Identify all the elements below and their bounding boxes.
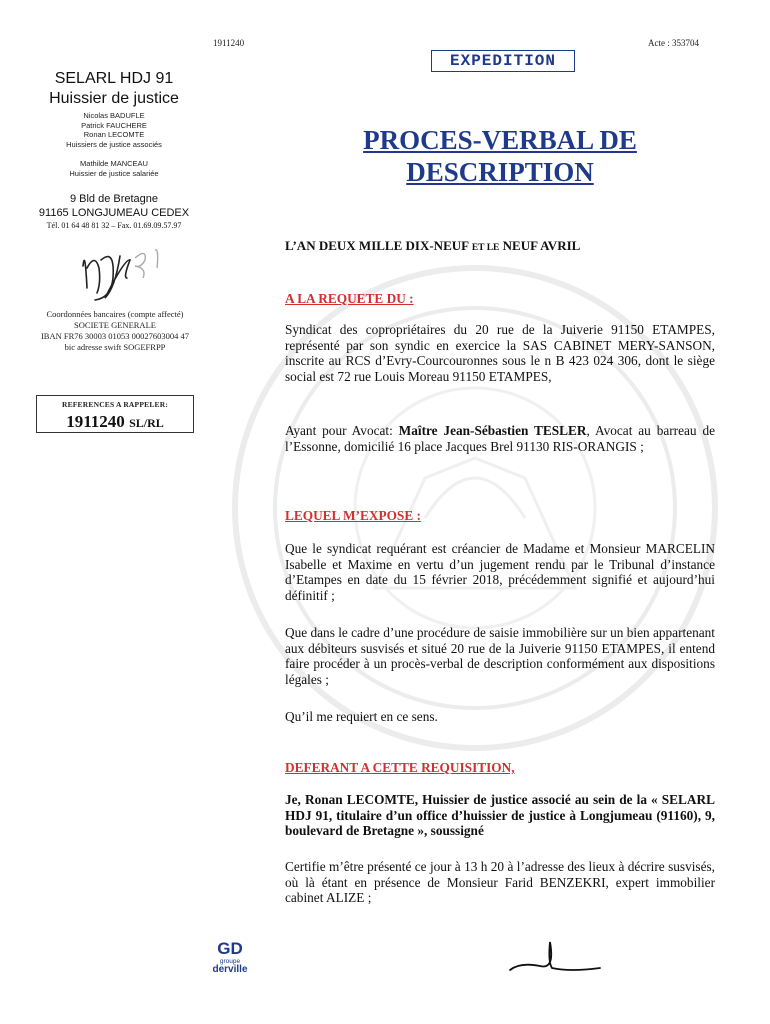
date-connector: ET LE [471,243,500,253]
references-label: REFERENCES A RAPPELER: [61,400,169,409]
expose-paragraph-1: Que le syndicat requérant est créancier de Madame et Monsieur MARCELIN Isabelle et Maxime en vertu d’un jugement rendu par le Tribunal d’instance d’Etampes en date du 15 février 2018, précédemment signifié et aujourd’hui définitif ; [285,541,715,603]
document-title-line1: PROCES-VERBAL DE [363,125,637,155]
references-number [36,412,194,432]
partner-1: Nicolas BADUFLE [83,111,145,120]
employee-title: Huissier de justice salariée [69,169,159,178]
expose-paragraph-2: Que dans le cadre d’une procédure de saisie immobilière sur un bien appartenant aux débiteurs susvisés et situé 20 rue de la Juiverie 91150 ETAMPES, il entend faire procéder à un procès-verbal de description conformément aux dispositions légales ; [285,625,715,687]
expose-heading: LEQUEL M’EXPOSE : [285,508,421,523]
firm-address-line2: 91165 LONGJUMEAU CEDEX [38,207,190,219]
firm-role: Huissier de justice [49,90,179,107]
deferant-heading: DEFERANT A CETTE REQUISITION, [285,760,515,775]
logo-line1: groupe [219,958,241,965]
groupe-derville-logo [205,940,255,975]
avocat-paragraph [285,423,715,454]
firm-signature-mark [75,238,185,308]
firm-address-line1: 9 Bld de Bretagne [69,193,159,205]
reference-suffix: SL/RL [129,416,164,430]
avocat-suffix: , Avocat au barreau de l’Essonne, domicilié 16 place Jacques Brel 91130 RIS-ORANGIS ; [285,423,715,454]
huissier-statement: Je, Ronan LECOMTE, Huissier de justice associé au sein de la « SELARL HDJ 91, titulaire d’un office d’huissier de justice à Longjumeau (91160), 9, boulevard de Bretagne », soussigné [285,792,715,839]
avocat-prefix: Ayant pour Avocat: [285,423,399,438]
reference-file-number: 1911240 [66,412,125,431]
logo-line2: derville [212,964,248,975]
bank-line-2: SOCIETE GENERALE [74,320,156,330]
partners-title: Huissiers de justice associés [66,139,162,149]
expedition-stamp: EXPEDITION [431,50,575,72]
logo-mark: GD [217,939,243,958]
avocat-name: Maître Jean-Sébastien TESLER [398,423,587,438]
partner-3: Ronan LECOMTE [83,130,145,139]
firm-name: SELARL HDJ 91 [54,70,174,87]
expose-paragraph-3: Qu’il me requiert en ce sens. [285,709,438,724]
date-year: L’AN DEUX MILLE DIX-NEUF [285,238,469,253]
requete-heading: A LA REQUETE DU : [285,291,414,306]
bank-line-1: Coordonnées bancaires (compte affecté) [46,309,184,319]
requete-text: Syndicat des copropriétaires du 20 rue de la Juiverie 91150 ETAMPES, représenté par son syndic en exercice la SAS CABINET MERY-SANSON, inscrite au RCS d’Evry-Courcouronnes sous le n B 423 024 306, dont le siège social est 72 rue Louis Moreau 91150 ETAMPES, [285,322,715,384]
file-number-top: 1911240 [213,38,245,48]
firm-phone-fax: Tél. 01 64 48 81 32 – Fax. 01.69.09.57.97 [46,221,182,230]
document-title-line2: DESCRIPTION [406,157,594,187]
date-line [285,238,580,254]
employee-name: Mathilde MANCEAU [80,159,148,168]
bank-iban: IBAN FR76 30003 01053 00027603004 47 [40,331,190,341]
huissier-signature [500,932,610,982]
date-day: NEUF AVRIL [502,238,581,253]
acte-number: Acte : 353704 [648,38,699,48]
certifie-paragraph: Certifie m’être présenté ce jour à 13 h 20 à l’adresse des lieux à décrire susvisés, où là étant en présence de Monsieur Farid BENZEKRI, expert immobilier cabinet ALIZE ; [285,859,715,906]
partner-2: Patrick FAUCHERE [81,120,147,130]
bank-bic: bic adresse swift SOGEFRPP [64,342,166,352]
